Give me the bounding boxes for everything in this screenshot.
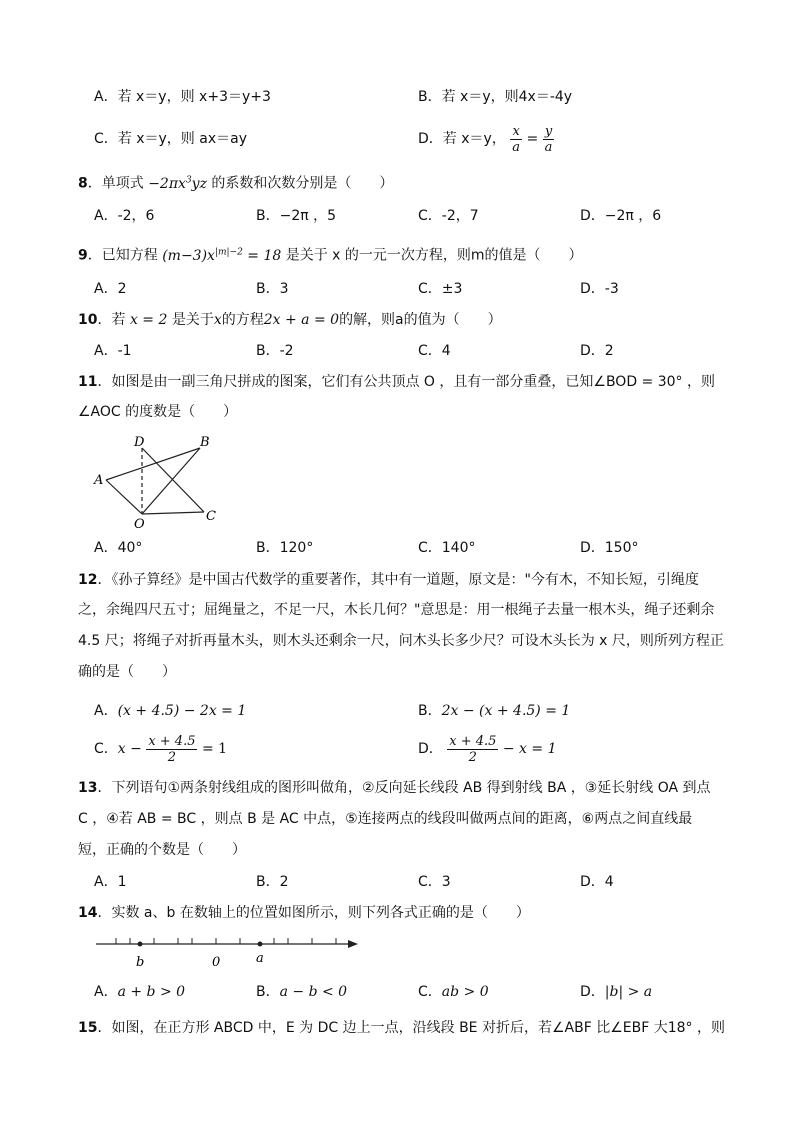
q10-option-a[interactable]: A．-1 xyxy=(94,343,132,359)
q9-option-d[interactable]: D．-3 xyxy=(580,281,619,297)
q7-option-d-label: D．若 x＝y， xyxy=(418,131,506,147)
q14-number-line xyxy=(90,932,370,972)
q12-option-d[interactable]: D． $\frac{x + 4.5}{2}$ − x = 1 xyxy=(418,733,557,765)
q14-option-d[interactable]: D．|b| > a xyxy=(580,984,653,1000)
q10-option-d[interactable]: D．2 xyxy=(580,343,614,359)
q13-stem-line3: 短，正确的个数是（ ） xyxy=(78,842,246,858)
q8-number: 8 xyxy=(78,175,88,192)
q14-stem: 14．实数 a、b 在数轴上的位置如图所示，则下列各式正确的是（ ） xyxy=(78,905,530,921)
q11-option-c[interactable]: C．140° xyxy=(418,540,476,556)
q12-c-fraction: $\frac{x + 4.5}{2}$ xyxy=(148,733,196,765)
q7-option-c[interactable]: C．若 x＝y，则 ax＝ay xyxy=(94,131,247,147)
q12-option-a[interactable]: A．(x + 4.5) − 2x = 1 xyxy=(94,703,247,719)
q12-stem-line3: 4.5 尺；将绳子对折再量木头，则木头还剩余一尺，问木头长多少尺？可设木头长为 x 尺，则所列方程正 xyxy=(78,633,724,649)
q9-option-b[interactable]: B．3 xyxy=(256,281,289,297)
q12-number: 12 xyxy=(78,572,98,588)
q7-option-d[interactable] xyxy=(418,122,554,156)
q12-option-c[interactable]: C．x − $\frac{x + 4.5}{2}$ = 1 xyxy=(94,733,228,765)
q9-option-c[interactable]: C．±3 xyxy=(418,281,463,297)
q14-point-a xyxy=(258,942,263,947)
q8-stem: 8．单项式 $-2\pi x^3yz$ 的系数和次数分别是（ ） xyxy=(78,175,394,192)
q14-label-zero: 0 xyxy=(212,955,221,970)
q13-number: 13 xyxy=(78,780,98,796)
q11-option-d[interactable]: D．150° xyxy=(580,540,639,556)
q15-stem: 15．如图，在正方形 ABCD 中，E 为 DC 边上一点，沿线段 BE 对折后，若∠ABF 比∠EBF 大18° ，则 xyxy=(78,1020,725,1036)
q8-option-a[interactable]: A．-2，6 xyxy=(94,208,155,224)
q11-label-c: C xyxy=(206,509,216,524)
q9-stem: 9．已知方程 $(m-3)x^{|m|-2} = 18$ 是关于 x 的一元一次方程，则m的值是（ ） xyxy=(78,247,583,264)
q14-option-c[interactable]: C．ab > 0 xyxy=(418,984,489,1000)
q14-point-b xyxy=(138,942,143,947)
q11-label-o: O xyxy=(134,517,145,532)
q11-stem-line2: ∠AOC 的度数是（ ） xyxy=(78,404,238,420)
q14-label-a: a xyxy=(256,951,264,966)
q10-stem: 10．若 x = 2 是关于x的方程2x + a = 0的解，则a的值为（ ） xyxy=(78,312,502,328)
q7-equals: = xyxy=(526,131,539,147)
q7-option-b[interactable]: B．若 x＝y，则4x＝-4y xyxy=(418,89,573,105)
q14-option-a[interactable]: A．a + b > 0 xyxy=(94,984,186,1000)
q12-stem-line4: 确的是（ ） xyxy=(78,664,176,680)
q8-option-b[interactable]: B．−2π ，5 xyxy=(256,208,337,224)
q8-monomial: $-2\pi x^3yz$ xyxy=(148,175,207,192)
q8-option-d[interactable]: D．−2π ，6 xyxy=(580,208,662,224)
q9-option-a[interactable]: A．2 xyxy=(94,281,127,297)
q12-stem-line2: 之，余绳四尺五寸；屈绳量之，不足一尺，木长几何？"意思是：用一根绳子去量一根木头，绳子还剩余 xyxy=(78,602,715,618)
q13-stem-line2: C ，④若 AB = BC ，则点 B 是 AC 中点，⑤连接两点的线段叫做两点间的距离，⑥两点之间直线最 xyxy=(78,811,693,827)
q13-option-b[interactable]: B．2 xyxy=(256,874,289,890)
q15-number: 15 xyxy=(78,1020,98,1036)
q11-option-b[interactable]: B．120° xyxy=(256,540,314,556)
q11-triangle-figure xyxy=(90,432,230,532)
q7-fraction-left: $\frac{x}{a}$ xyxy=(512,123,521,155)
q13-option-d[interactable]: D．4 xyxy=(580,874,614,890)
q13-option-a[interactable]: A．1 xyxy=(94,874,127,890)
q14-label-b: b xyxy=(136,955,145,970)
q11-number: 11 xyxy=(78,374,98,390)
q10-number: 10 xyxy=(78,312,98,328)
q12-d-fraction: $\frac{x + 4.5}{2}$ xyxy=(449,733,497,765)
q12-stem-line1: 12．《孙子算经》是中国古代数学的重要著作，其中有一道题，原文是："今有木，不知长短，引绳度 xyxy=(78,572,699,588)
q12-option-b[interactable]: B．2x − (x + 4.5) = 1 xyxy=(418,703,571,719)
q8-option-c[interactable]: C．-2，7 xyxy=(418,208,479,224)
q13-option-c[interactable]: C．3 xyxy=(418,874,451,890)
q7-option-a[interactable]: A．若 x＝y，则 x+3＝y+3 xyxy=(94,89,271,105)
q13-stem-line1: 13．下列语句①两条射线组成的图形叫做角，②反向延长线段 AB 得到射线 BA ，③延长射线 OA 到点 xyxy=(78,780,711,796)
q11-label-b: B xyxy=(200,435,210,450)
q9-number: 9 xyxy=(78,247,88,264)
q7-fraction-right: $\frac{y}{a}$ xyxy=(544,123,553,155)
q11-stem-line1: 11．如图是由一副三角尺拼成的图案，它们有公共顶点 O ，且有一部分重叠，已知∠BOD = 30° ，则 xyxy=(78,374,716,390)
q14-option-b[interactable]: B．a − b < 0 xyxy=(256,984,348,1000)
q11-label-a: A xyxy=(94,473,104,488)
q10-option-c[interactable]: C．4 xyxy=(418,343,451,359)
q11-label-d: D xyxy=(134,435,145,450)
q14-number: 14 xyxy=(78,905,98,921)
q9-equation: $(m-3)x^{|m|-2} = 18$ xyxy=(162,247,282,264)
q11-option-a[interactable]: A．40° xyxy=(94,540,143,556)
q10-option-b[interactable]: B．-2 xyxy=(256,343,294,359)
